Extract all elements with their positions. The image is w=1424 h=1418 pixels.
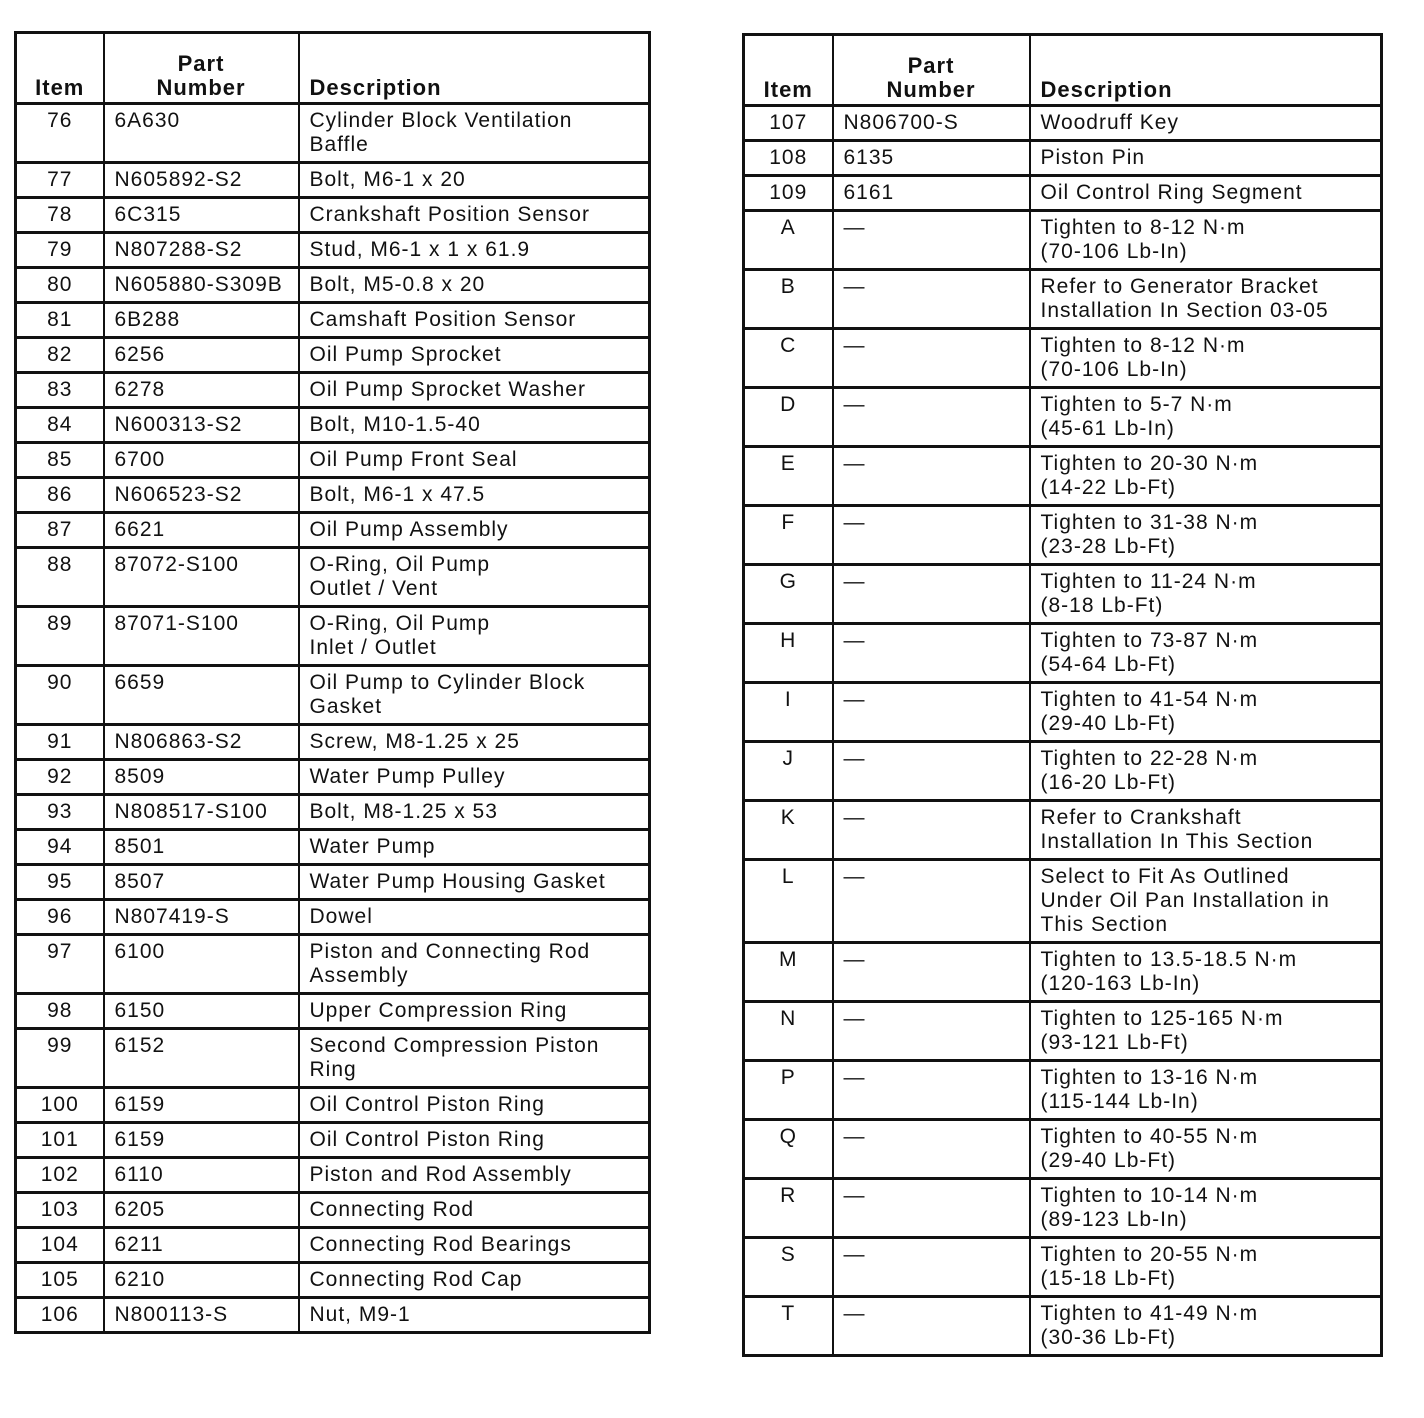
description-cell: Bolt, M6-1 x 47.5 (299, 478, 650, 513)
table-row (744, 106, 1382, 141)
part-number-cell: — (833, 270, 1030, 329)
table-row (744, 141, 1382, 176)
item-cell: 79 (16, 233, 104, 268)
item-cell: 85 (16, 443, 104, 478)
part-number-cell: — (833, 683, 1030, 742)
description-cell: Oil Pump Assembly (299, 513, 650, 548)
item-cell: G (744, 565, 833, 624)
part-number-cell: 6256 (104, 338, 299, 373)
item-cell: P (744, 1061, 833, 1120)
part-number-cell: — (833, 1297, 1030, 1356)
part-number-cell: N806700-S (833, 106, 1030, 141)
table-row (16, 104, 650, 163)
item-cell: 98 (16, 994, 104, 1029)
description-cell: Oil Control Ring Segment (1030, 176, 1382, 211)
part-number-cell: 6159 (104, 1088, 299, 1123)
description-cell: Dowel (299, 900, 650, 935)
table-row (16, 725, 650, 760)
description-cell: Bolt, M10-1.5-40 (299, 408, 650, 443)
table-row (744, 447, 1382, 506)
part-number-cell: N806863-S2 (104, 725, 299, 760)
description-cell: Oil Control Piston Ring (299, 1088, 650, 1123)
item-cell: 102 (16, 1158, 104, 1193)
description-cell: Connecting Rod Bearings (299, 1228, 650, 1263)
item-cell: 86 (16, 478, 104, 513)
table-header-row (16, 33, 650, 104)
table-row (744, 270, 1382, 329)
item-cell: C (744, 329, 833, 388)
part-number-cell: — (833, 565, 1030, 624)
table-row (744, 1061, 1382, 1120)
part-number-cell: — (833, 506, 1030, 565)
table-row (744, 860, 1382, 943)
part-number-cell: 6161 (833, 176, 1030, 211)
description-cell: Refer to Generator Bracket Installation In Section 03-05 (1030, 270, 1382, 329)
description-cell: Tighten to 11-24 N·m (8-18 Lb-Ft) (1030, 565, 1382, 624)
table-header-row (744, 35, 1382, 106)
table-row (16, 163, 650, 198)
part-number-cell: 6278 (104, 373, 299, 408)
table-row (16, 1228, 650, 1263)
item-cell: 88 (16, 548, 104, 607)
table-row (16, 760, 650, 795)
table-row (16, 1029, 650, 1088)
description-cell: Tighten to 41-49 N·m (30-36 Lb-Ft) (1030, 1297, 1382, 1356)
part-number-cell: N606523-S2 (104, 478, 299, 513)
table-row (16, 408, 650, 443)
item-cell: F (744, 506, 833, 565)
description-cell: Piston and Rod Assembly (299, 1158, 650, 1193)
part-number-cell: — (833, 1002, 1030, 1061)
item-cell: J (744, 742, 833, 801)
table-row (16, 268, 650, 303)
item-cell: 105 (16, 1263, 104, 1298)
description-cell: Screw, M8-1.25 x 25 (299, 725, 650, 760)
table-row (16, 1088, 650, 1123)
item-cell: 81 (16, 303, 104, 338)
part-number-cell: 8509 (104, 760, 299, 795)
part-number-cell: 6A630 (104, 104, 299, 163)
table-row (16, 900, 650, 935)
table-row (744, 683, 1382, 742)
description-cell: Bolt, M5-0.8 x 20 (299, 268, 650, 303)
part-number-cell: 6135 (833, 141, 1030, 176)
part-number-cell: N605880-S309B (104, 268, 299, 303)
part-number-cell: — (833, 624, 1030, 683)
part-number-cell: 6100 (104, 935, 299, 994)
table-row (16, 443, 650, 478)
table-row (16, 935, 650, 994)
description-cell: Oil Pump Front Seal (299, 443, 650, 478)
item-cell: 109 (744, 176, 833, 211)
table-row (744, 742, 1382, 801)
description-cell: Tighten to 8-12 N·m (70-106 Lb-In) (1030, 329, 1382, 388)
description-cell: Select to Fit As Outlined Under Oil Pan Installation in This Section (1030, 860, 1382, 943)
item-cell: 76 (16, 104, 104, 163)
item-cell: 92 (16, 760, 104, 795)
table-row (744, 1179, 1382, 1238)
description-cell: Second Compression Piston Ring (299, 1029, 650, 1088)
part-number-cell: 6659 (104, 666, 299, 725)
table-row (744, 506, 1382, 565)
table-row (16, 233, 650, 268)
description-cell: Tighten to 22-28 N·m (16-20 Lb-Ft) (1030, 742, 1382, 801)
part-number-cell: 6152 (104, 1029, 299, 1088)
description-cell: Tighten to 73-87 N·m (54-64 Lb-Ft) (1030, 624, 1382, 683)
header-item: Item (16, 33, 104, 104)
description-cell: Camshaft Position Sensor (299, 303, 650, 338)
description-cell: Tighten to 125-165 N·m (93-121 Lb-Ft) (1030, 1002, 1382, 1061)
table-row (16, 303, 650, 338)
table-row (744, 624, 1382, 683)
part-number-cell: 87071-S100 (104, 607, 299, 666)
table-row (16, 795, 650, 830)
description-cell: Water Pump Pulley (299, 760, 650, 795)
item-cell: 94 (16, 830, 104, 865)
item-cell: 108 (744, 141, 833, 176)
description-cell: Woodruff Key (1030, 106, 1382, 141)
table-row (16, 865, 650, 900)
part-number-cell: 6621 (104, 513, 299, 548)
table-row (16, 513, 650, 548)
part-number-cell: — (833, 1061, 1030, 1120)
description-cell: Piston and Connecting Rod Assembly (299, 935, 650, 994)
table-row (16, 198, 650, 233)
item-cell: T (744, 1297, 833, 1356)
description-cell: Water Pump Housing Gasket (299, 865, 650, 900)
part-number-cell: — (833, 1238, 1030, 1297)
table-row (16, 1123, 650, 1158)
description-cell: Bolt, M6-1 x 20 (299, 163, 650, 198)
table-row (744, 801, 1382, 860)
item-cell: 100 (16, 1088, 104, 1123)
description-cell: Oil Control Piston Ring (299, 1123, 650, 1158)
item-cell: 104 (16, 1228, 104, 1263)
table-row (16, 1298, 650, 1333)
part-number-cell: N800113-S (104, 1298, 299, 1333)
table-row (16, 1193, 650, 1228)
table-row (744, 1238, 1382, 1297)
description-cell: Tighten to 41-54 N·m (29-40 Lb-Ft) (1030, 683, 1382, 742)
description-cell: O-Ring, Oil Pump Inlet / Outlet (299, 607, 650, 666)
table-row (16, 338, 650, 373)
header-item: Item (744, 35, 833, 106)
item-cell: 82 (16, 338, 104, 373)
part-number-cell: 6700 (104, 443, 299, 478)
part-number-cell: 8507 (104, 865, 299, 900)
part-number-cell: 6C315 (104, 198, 299, 233)
description-cell: Oil Pump to Cylinder Block Gasket (299, 666, 650, 725)
item-cell: D (744, 388, 833, 447)
parts-table-left (14, 31, 651, 1334)
table-row (744, 1120, 1382, 1179)
item-cell: I (744, 683, 833, 742)
part-number-cell: 6205 (104, 1193, 299, 1228)
part-number-cell: N600313-S2 (104, 408, 299, 443)
part-number-cell: — (833, 211, 1030, 270)
description-cell: Tighten to 20-30 N·m (14-22 Lb-Ft) (1030, 447, 1382, 506)
item-cell: H (744, 624, 833, 683)
part-number-cell: — (833, 860, 1030, 943)
part-number-cell: N808517-S100 (104, 795, 299, 830)
item-cell: 87 (16, 513, 104, 548)
header-description: Description (1030, 35, 1382, 106)
description-cell: Connecting Rod Cap (299, 1263, 650, 1298)
table-row (744, 211, 1382, 270)
part-number-cell: — (833, 1179, 1030, 1238)
table-row (16, 666, 650, 725)
item-cell: 103 (16, 1193, 104, 1228)
header-description: Description (299, 33, 650, 104)
item-cell: 107 (744, 106, 833, 141)
item-cell: M (744, 943, 833, 1002)
description-cell: Bolt, M8-1.25 x 53 (299, 795, 650, 830)
description-cell: Tighten to 10-14 N·m (89-123 Lb-In) (1030, 1179, 1382, 1238)
part-number-cell: 6159 (104, 1123, 299, 1158)
part-number-cell: — (833, 388, 1030, 447)
item-cell: E (744, 447, 833, 506)
header-part-number: Part Number (833, 35, 1030, 106)
item-cell: N (744, 1002, 833, 1061)
item-cell: 78 (16, 198, 104, 233)
item-cell: S (744, 1238, 833, 1297)
item-cell: Q (744, 1120, 833, 1179)
description-cell: Tighten to 40-55 N·m (29-40 Lb-Ft) (1030, 1120, 1382, 1179)
item-cell: 95 (16, 865, 104, 900)
part-number-cell: — (833, 1120, 1030, 1179)
description-cell: Oil Pump Sprocket (299, 338, 650, 373)
table-row (744, 1297, 1382, 1356)
description-cell: Nut, M9-1 (299, 1298, 650, 1333)
table-row (744, 176, 1382, 211)
item-cell: 97 (16, 935, 104, 994)
description-cell: Refer to Crankshaft Installation In This Section (1030, 801, 1382, 860)
part-number-cell: — (833, 801, 1030, 860)
part-number-cell: 87072-S100 (104, 548, 299, 607)
description-cell: Tighten to 20-55 N·m (15-18 Lb-Ft) (1030, 1238, 1382, 1297)
item-cell: 93 (16, 795, 104, 830)
description-cell: Oil Pump Sprocket Washer (299, 373, 650, 408)
parts-table-right (742, 33, 1383, 1357)
part-number-cell: — (833, 329, 1030, 388)
item-cell: 80 (16, 268, 104, 303)
item-cell: B (744, 270, 833, 329)
item-cell: 96 (16, 900, 104, 935)
table-row (744, 565, 1382, 624)
item-cell: 106 (16, 1298, 104, 1333)
table-row (744, 1002, 1382, 1061)
part-number-cell: N807288-S2 (104, 233, 299, 268)
item-cell: A (744, 211, 833, 270)
table-row (16, 830, 650, 865)
part-number-cell: — (833, 447, 1030, 506)
item-cell: L (744, 860, 833, 943)
item-cell: 101 (16, 1123, 104, 1158)
part-number-cell: 6B288 (104, 303, 299, 338)
part-number-cell: — (833, 742, 1030, 801)
part-number-cell: 6150 (104, 994, 299, 1029)
description-cell: Water Pump (299, 830, 650, 865)
table-row (744, 943, 1382, 1002)
item-cell: 90 (16, 666, 104, 725)
table-row (16, 994, 650, 1029)
description-cell: Tighten to 13-16 N·m (115-144 Lb-In) (1030, 1061, 1382, 1120)
description-cell: Tighten to 31-38 N·m (23-28 Lb-Ft) (1030, 506, 1382, 565)
description-cell: Upper Compression Ring (299, 994, 650, 1029)
part-number-cell: N605892-S2 (104, 163, 299, 198)
table-row (16, 607, 650, 666)
item-cell: R (744, 1179, 833, 1238)
table-row (16, 478, 650, 513)
part-number-cell: N807419-S (104, 900, 299, 935)
description-cell: O-Ring, Oil Pump Outlet / Vent (299, 548, 650, 607)
description-cell: Tighten to 13.5-18.5 N·m (120-163 Lb-In) (1030, 943, 1382, 1002)
table-row (16, 373, 650, 408)
description-cell: Connecting Rod (299, 1193, 650, 1228)
table-row (16, 1263, 650, 1298)
table-row (744, 388, 1382, 447)
item-cell: 77 (16, 163, 104, 198)
item-cell: 91 (16, 725, 104, 760)
description-cell: Piston Pin (1030, 141, 1382, 176)
item-cell: 89 (16, 607, 104, 666)
description-cell: Stud, M6-1 x 1 x 61.9 (299, 233, 650, 268)
part-number-cell: 8501 (104, 830, 299, 865)
part-number-cell: 6210 (104, 1263, 299, 1298)
description-cell: Tighten to 8-12 N·m (70-106 Lb-In) (1030, 211, 1382, 270)
item-cell: 84 (16, 408, 104, 443)
description-cell: Tighten to 5-7 N·m (45-61 Lb-In) (1030, 388, 1382, 447)
description-cell: Cylinder Block Ventilation Baffle (299, 104, 650, 163)
part-number-cell: — (833, 943, 1030, 1002)
item-cell: K (744, 801, 833, 860)
table-row (744, 329, 1382, 388)
table-row (16, 548, 650, 607)
part-number-cell: 6211 (104, 1228, 299, 1263)
header-part-number: Part Number (104, 33, 299, 104)
part-number-cell: 6110 (104, 1158, 299, 1193)
table-row (16, 1158, 650, 1193)
description-cell: Crankshaft Position Sensor (299, 198, 650, 233)
item-cell: 83 (16, 373, 104, 408)
item-cell: 99 (16, 1029, 104, 1088)
